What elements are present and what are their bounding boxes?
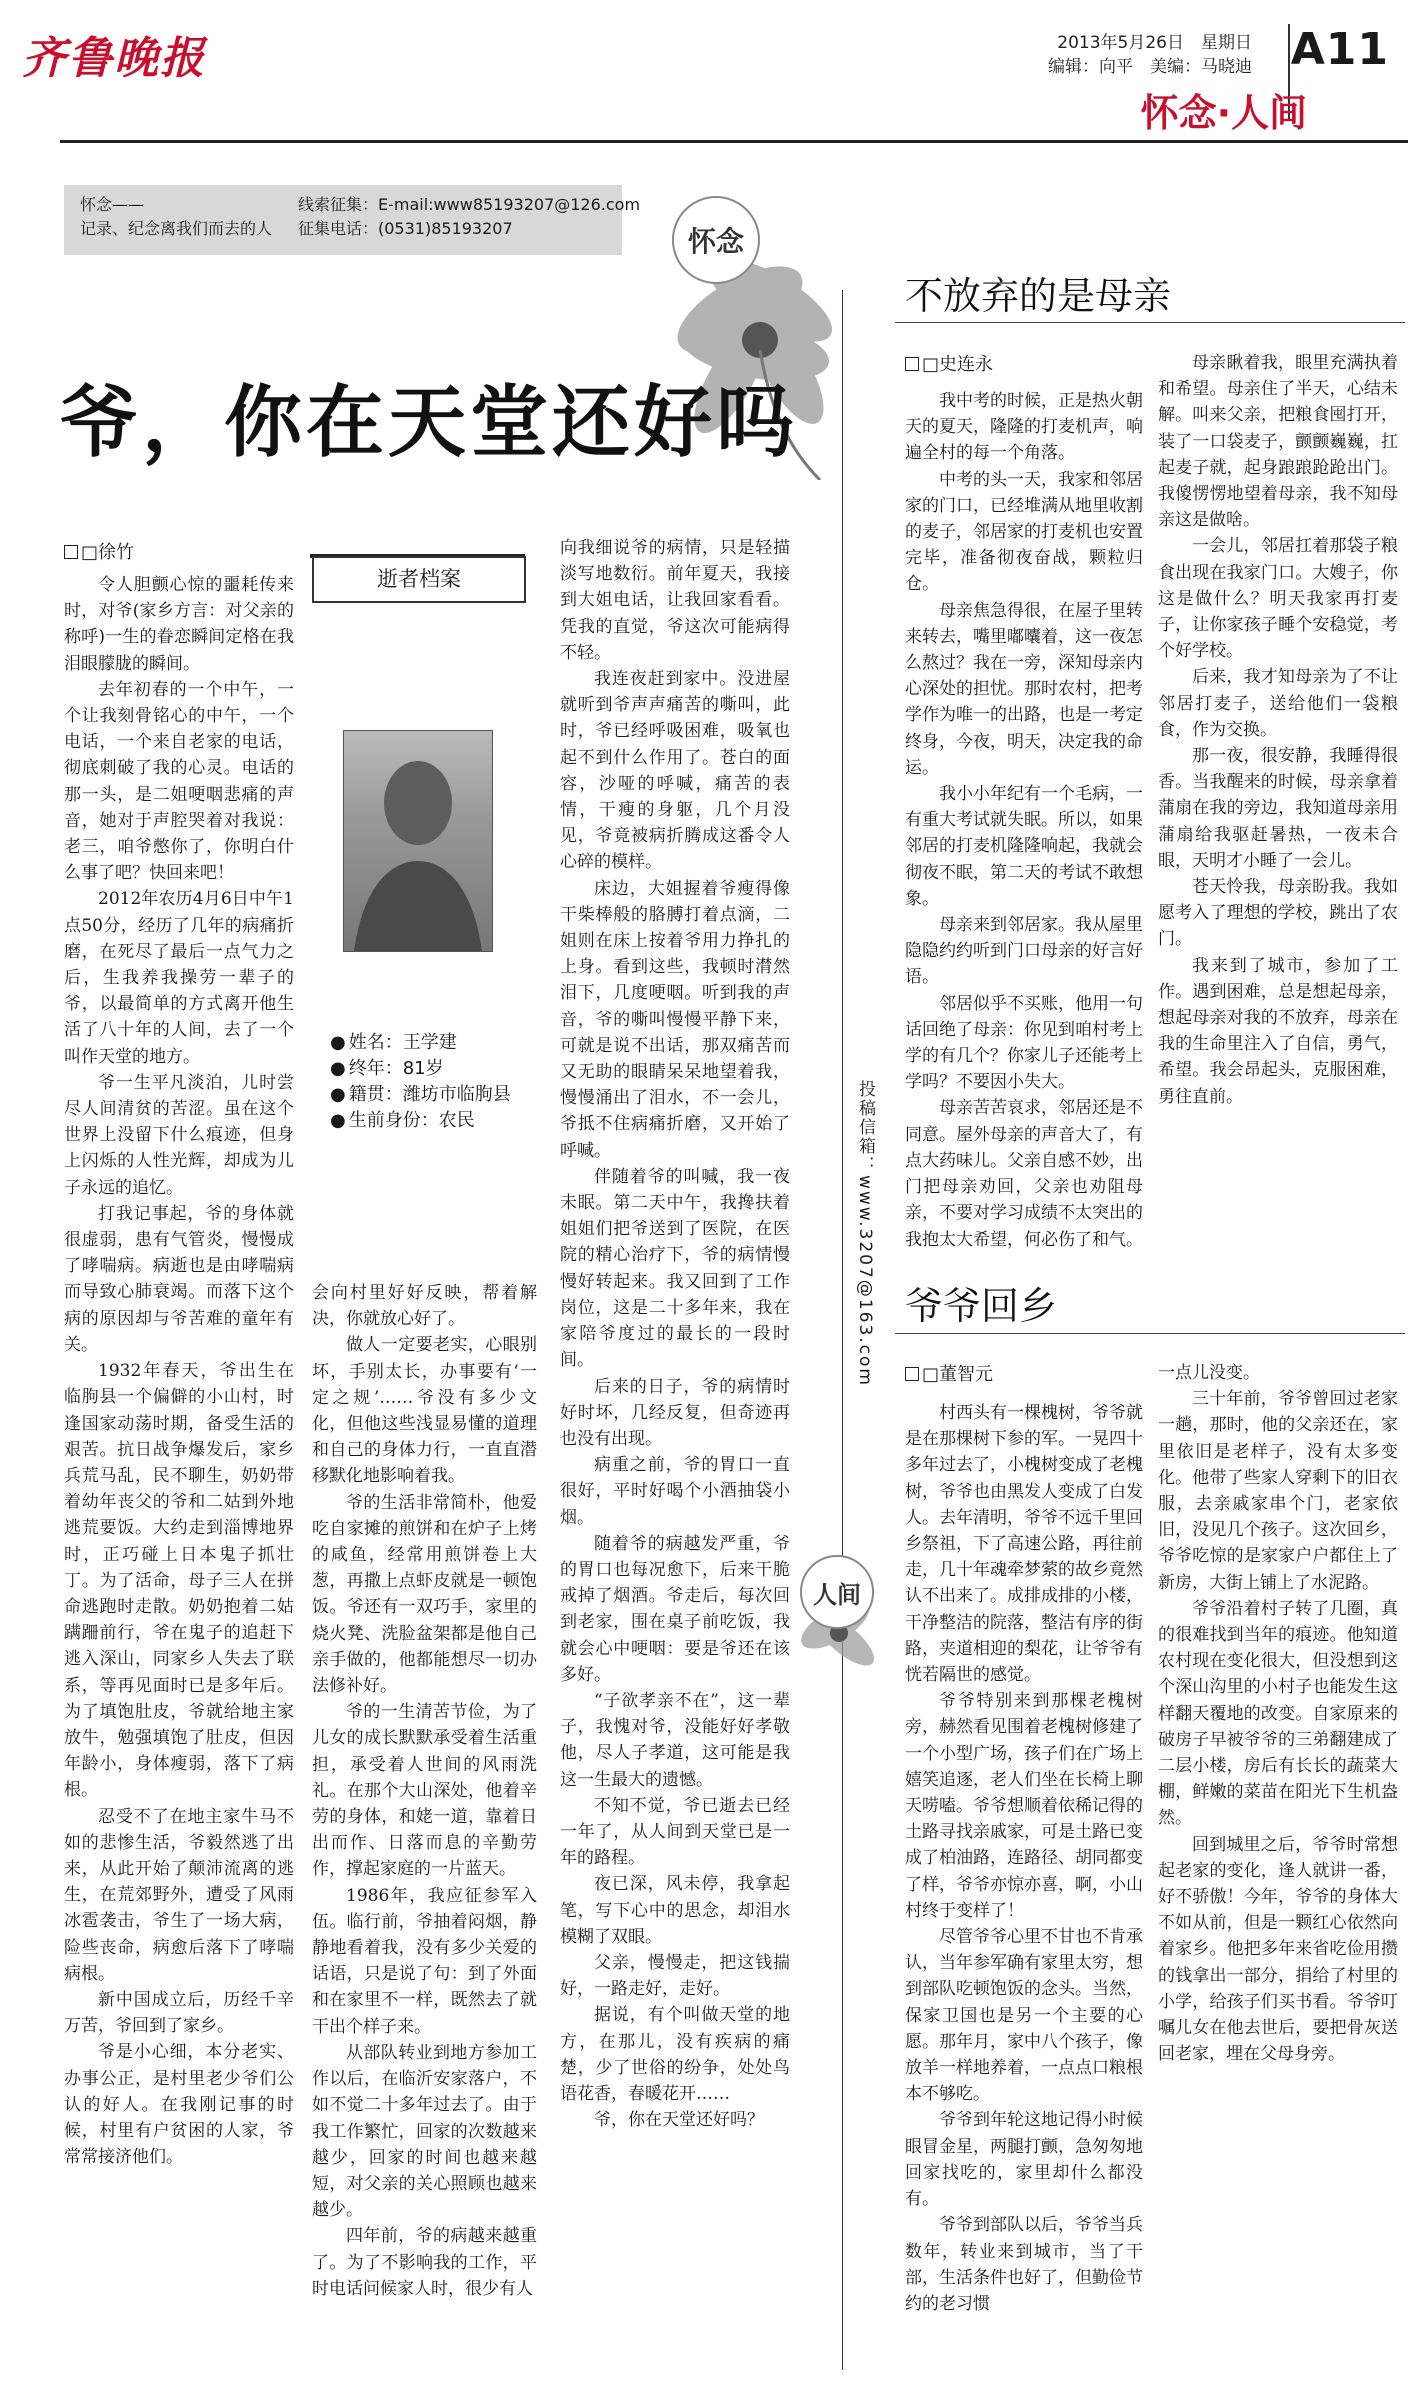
main-article-author: □徐竹 <box>64 538 134 564</box>
paragraph: 忍受不了在地主家牛马不如的悲惨生活，爷毅然逃了出来，从此开始了颠沛流离的逃生，在荒郊野外，遭受了风雨冰雹袭击，爷生了一场大病，险些丧命，病愈后落下了哮喘病根。 <box>64 1806 294 1984</box>
mother-article-col1 <box>905 388 1143 1268</box>
paragraph: 从部队转业到地方参加工作以后，在临沂安家落户，不如不觉二十多年过去了。由于我工作繁忙，回家的次数越来越少，回家的时间也越来越短，对父亲的关心照顾也越来越少。 <box>312 2042 537 2221</box>
paragraph: 爷的一生清苦节俭，为了儿女的成长默默承受着生活重担，承受着人世间的风雨洗礼。在那个大山深处，他着辛劳的身体，和姥一道，靠着日出而作、日落而息的辛勤劳作，撑起家庭的一片蓝天。 <box>312 1702 537 1880</box>
mother-article-col2 <box>1158 350 1398 1268</box>
paragraph: “子欲孝亲不在”，这一辈子，我愧对爷，没能好好孝敬他，尽人子孝道，这可能是我这一生最大的遗憾。 <box>560 1690 790 1790</box>
archive-name: 王学建 <box>402 1032 457 1053</box>
paragraph: 做人一定要老实，心眼别坏，手别太长，办事要有‘一定之规’……爷没有多少文化，但他这些浅显易懂的道理和自己的身体力行，一直直潜移默化地影响着我。 <box>312 1335 537 1487</box>
paragraph: 尽管爷爷心里不甘也不肯承认，当年参军确有家里太穷，想到部队吃顿饱饭的念头。当然，保家卫国也是另一个主要的心愿。那年月，家中八个孩子，像放羊一样地养着，一点点口粮根本不够吃。 <box>905 1927 1143 2105</box>
main-article-col1 <box>64 572 294 2372</box>
archive-name-label: 姓名： <box>348 1032 403 1053</box>
mother-title-rule <box>895 322 1405 323</box>
paragraph: 床边，大姐握着爷瘦得像干柴棒般的胳膊打着点滴，二姐则在床上按着爷用力挣扎的上身。看到这些，我顿时潸然泪下，几度哽咽。听到我的声音，爷的嘶叫慢慢平静下来，可就是说不出话，那双痛苦而又无助的眼睛呆呆地望着我，慢慢涌出了泪水，不一会儿，爷抵不住病痛折磨，又开始了呼喊。 <box>560 878 790 1161</box>
paragraph: 后来的日子，爷的病情时好时坏，几经反复，但奇迹再也没有出现。 <box>560 1376 790 1449</box>
archive-origin-label: 籍贯： <box>348 1084 403 1105</box>
archive-job: 农民 <box>438 1110 475 1131</box>
archive-heading: 逝者档案 <box>312 556 526 603</box>
paragraph: 后来，我才知母亲为了不让邻居打麦子，送给他们一袋粮食，作为交换。 <box>1158 667 1398 740</box>
paragraph: 苍天怜我，母亲盼我。我如愿考入了理想的学校，跳出了农门。 <box>1158 877 1398 950</box>
paragraph: 那一夜，很安静，我睡得很香。当我醒来的时候，母亲拿着蒲扇在我的旁边，我知道母亲用蒲扇给我驱赶暑热，一夜未合眼，天明才小睡了一会儿。 <box>1158 746 1398 871</box>
paragraph: 令人胆颤心惊的噩耗传来时，对爷(家乡方言：对父亲的称呼)一生的眷恋瞬间定格在我泪眼朦胧的瞬间。 <box>64 575 294 674</box>
mother-article-author: □史连永 <box>905 350 993 376</box>
column-divider <box>842 290 843 2370</box>
paragraph: 病重之前，爷的胃口一直很好，平时好喝个小酒抽袋小烟。 <box>560 1455 790 1528</box>
archive-age-label: 终年： <box>348 1058 403 1079</box>
archive-age: 81岁 <box>402 1058 444 1079</box>
paragraph: 母亲瞅着我，眼里充满执着和希望。母亲住了半天，心结未解。叫来父亲，把粮食囤打开，装了一口袋麦子，颤颤巍巍，扛起麦子就，起身踉踉跄跄出门。我傻愣愣地望着母亲，我不知母亲这是做啥。 <box>1158 353 1398 531</box>
paragraph: 爷爷到年轮这地记得小时候眼冒金星，两腿打颤，急匆匆地回家找吃的，家里却什么都没有。 <box>905 2110 1143 2210</box>
paragraph: 新中国成立后，历经千辛万苦，爷回到了家乡。 <box>64 1989 294 2037</box>
paragraph: 母亲苦苦哀求，邻居还是不同意。屋外母亲的声音大了，有点大药味儿。父亲自感不妙，出门把母亲劝回，父亲也劝阻母亲，不要对学习成绩不太突出的我抱太大希望，何必伤了和气。 <box>905 1098 1143 1250</box>
newspaper-logo: 齐鲁晚报 <box>22 33 206 84</box>
paragraph: 我来到了城市，参加了工作。遇到困难，总是想起母亲，想起母亲对我的不放弃，母亲在我的生命里注入了自信，勇气，希望。我会昂起头，克服困难，勇往直前。 <box>1158 955 1398 1107</box>
paragraph: 我小小年纪有一个毛病，一有重大考试就失眠。所以，如果邻居的打麦机隆隆响起，我就会彻夜不眠，第二天的考试不敢想象。 <box>905 784 1143 909</box>
paragraph: 去年初春的一个中午，一个让我刻骨铭心的中午，一个电话，一个来自老家的电话，彻底刺破了我的心灵。电话的那一头，是二姐哽咽悲痛的声音，她对于声腔哭着对我说：老三，咱爷憋你了，你明白什么事了吧？快回来吧！ <box>64 679 294 884</box>
issue-date: 2013年5月26日 星期日 <box>1057 33 1252 53</box>
paragraph: 1932年春天，爷出生在临朐县一个偏僻的小山村，时逢国家动荡时期，备受生活的艰苦。抗日战争爆发后，家乡兵荒马乱，民不聊生，奶奶带着幼年丧父的爷和二姑到外地逃荒要饭。大约走到淄博地界时，正巧碰上日本鬼子抓壮丁。为了活命，母子三人在拼命逃跑时走散。奶奶抱着二姑蹒跚前行，爷在鬼子的追赶下逃入深山，同家乡人失去了联系，等再见面时已是多年后。为了填饱肚皮，爷就给地主家放牛，勉强填饱了肚皮，但因年龄小，身体瘦弱，落下了病根。 <box>64 1361 294 1801</box>
paragraph: 爷的生活非常简朴，他爱吃自家摊的煎饼和在炉子上烤的咸鱼，经常用煎饼卷上大葱，再撒上点虾皮就是一顿饱饭。爷还有一双巧手，家里的烧火凳、洗脸盆架都是他自己亲手做的，他都能想尽一切办法修补好。 <box>312 1492 537 1697</box>
paragraph: 一点儿没变。 <box>1158 1363 1260 1383</box>
page-number: A11 <box>1290 24 1389 75</box>
paragraph: 爷爷沿着村子转了几圈，真的很难找到当年的痕迹。他知道农村现在变化很大，但没想到这个深山沟里的小村子也能发生这样翻天覆地的改变。自家原来的破房子早被爷爷的三弟翻建成了二层小楼，房后有长长的蔬菜大棚，鲜嫩的菜苗在阳光下生机盎然。 <box>1158 1598 1398 1829</box>
grandpa-article-author: □董智元 <box>905 1360 993 1386</box>
renjian-badge: 人间 <box>800 1555 874 1629</box>
paragraph: 爷是小心细，本分老实、办事公正，是村里老少爷们公认的好人。在我刚记事的时候，村里有户贫困的人家，爷常常接济他们。 <box>64 2042 294 2168</box>
paragraph: 打我记事起，爷的身体就很虚弱，患有气管炎，慢慢成了哮喘病。病逝也是由哮喘病而导致心肺衰竭。而落下这个病的原因却与爷苦难的童年有关。 <box>64 1203 294 1355</box>
paragraph: 父亲，慢慢走，把这钱揣好，一路走好，走好。 <box>560 1952 790 2000</box>
paragraph: 爷一生平凡淡泊，儿时尝尽人间清贫的苦涩。虽在这个世界上没留下什么痕迹，但身上闪烁的人性光辉，却成为儿子永远的追忆。 <box>64 1072 294 1198</box>
column-slogan: 记录、纪念离我们而去的人 <box>80 219 273 238</box>
paragraph: 随着爷的病越发严重，爷的胃口也每况愈下，后来干脆戒掉了烟酒。爷走后，每次回到老家，围在桌子前吃饭，我就会心中哽咽：要是爷还在该多好。 <box>560 1533 790 1685</box>
top-rule <box>60 140 1408 143</box>
paragraph: 一会儿，邻居扛着那袋子粮食出现在我家门口。大嫂子，你这是做什么？明天我家再打麦子，让你家孩子睡个安稳觉，考个好学校。 <box>1158 536 1398 662</box>
editor-credits: 编辑：向平 美编：马晓迪 <box>1048 57 1252 77</box>
contact-phone: 征集电话：(0531)85193207 <box>298 219 513 238</box>
contact-email: 线索征集：E-mail:www85193207@126.com <box>298 195 641 214</box>
paragraph: 会向村里好好反映，帮着解决，你就放心好了。 <box>312 1283 537 1330</box>
paragraph: 爷爷到部队以后，爷爷当兵数年，转业来到城市，当了干部，生活条件也好了，但勤俭节约的老习惯 <box>905 2215 1143 2314</box>
archive-info <box>330 1030 511 1134</box>
huainian-badge: 怀念 <box>672 196 760 284</box>
paragraph: 回到城里之后，爷爷时常想起老家的变化，逢人就讲一番，好不骄傲！今年，爷爷的身体大不如从前，但是一颗红心依然向着家乡。他把多年来省吃俭用攒的钱拿出一部分，捐给了村里的小学，给孩子们买书看。爷爷叮嘱儿女在他去世后，要把骨灰送回老家，埋在父母身旁。 <box>1158 1834 1398 2065</box>
paragraph: 向我细说爷的病情，只是轻描淡写地数衍。前年夏天，我接到大姐电话，让我回家看看。凭我的直觉，爷这次可能病得不轻。 <box>560 538 790 663</box>
paragraph: 夜已深，风未停，我拿起笔，写下心中的思念，却泪水模糊了双眼。 <box>560 1874 790 1947</box>
grandpa-title-rule <box>895 1333 1405 1334</box>
grandpa-article-title: 爷爷回乡 <box>905 1284 1058 1328</box>
paragraph: 我中考的时候，正是热火朝天的夏天，隆隆的打麦机声，响遍全村的每一个角落。 <box>905 391 1143 464</box>
section-title: 怀念·人间 <box>1140 91 1307 135</box>
main-article-title: 爷，你在天堂还好吗 <box>60 378 799 468</box>
archive-origin: 潍坊市临朐县 <box>402 1084 511 1105</box>
archive-job-label: 生前身份： <box>348 1110 439 1131</box>
grandpa-article-col2 <box>1158 1360 1398 2370</box>
paragraph: 2012年农历4月6日中午1点50分，经历了几年的病痛折磨，在死尽了最后一点气力之后，生我养我操劳一辈子的爷，以最简单的方式离开他生活了八十年的人间，去了一个叫作天堂的地方。 <box>64 889 294 1067</box>
paragraph: 中考的头一天，我家和邻居家的门口，已经堆满从地里收割的麦子，邻居家的打麦机也安置完毕，准备彻夜奋战，颗粒归仓。 <box>905 469 1143 595</box>
grandpa-article-col1 <box>905 1400 1143 2370</box>
paragraph: 母亲来到邻居家。我从屋里隐隐约约听到门口母亲的好言好语。 <box>905 915 1143 988</box>
deceased-portrait <box>343 730 493 952</box>
paragraph: 1986年，我应征参军入伍。临行前，爷抽着闷烟，静静地看着我，没有多少关爱的话语，只是说了句：到了外面和在家里不一样，既然去了就干出个样子来。 <box>312 1885 537 2037</box>
paragraph: 据说，有个叫做天堂的地方，在那儿，没有疾病的痛楚，少了世俗的纷争，处处鸟语花香，春暖花开…… <box>560 2005 790 2104</box>
paragraph: 母亲焦急得很，在屋子里转来转去，嘴里嘟囔着，这一夜怎么熬过？我在一旁，深知母亲内心深处的担忧。那时农村，把考学作为唯一的出路，也是一考定终身，今夜，明天，决定我的命运。 <box>905 600 1143 778</box>
paragraph: 四年前，爷的病越来越重了。为了不影响我的工作，平时电话问候家人时，很少有人 <box>312 2226 537 2299</box>
main-article-col3 <box>560 535 790 2372</box>
column-label: 怀念—— <box>80 195 145 214</box>
paragraph: 邻居似乎不买账，他用一句话回绝了母亲：你见到咱村考上学的有几个？你家儿子还能考上学吗？不要因小失大。 <box>905 993 1143 1093</box>
paragraph: 三十年前，爷爷曾回过老家一趟，那时，他的父亲还在，家里依旧是老样子，没有太多变化。他带了些家人穿剩下的旧衣服，去亲戚家串个门，老家依旧，没见几个孩子。这次回乡，爷爷吃惊的是家家户户都住上了新房，大街上铺上了水泥路。 <box>1158 1389 1398 1593</box>
paragraph: 伴随着爷的叫喊，我一夜未眠。第二天中午，我搀扶着姐姐们把爷送到了医院，在医院的精心治疗下，爷的病情慢慢好转起来。我又回到了工作岗位，这是二十多年来，我在家陪爷度过的最长的一段时间。 <box>560 1166 790 1371</box>
paragraph: 爷爷特别来到那棵老槐树旁，赫然看见围着老槐树修建了一个小型广场，孩子们在广场上嬉笑追逐，老人们坐在长椅上聊天唠嗑。爷爷想顺着依稀记得的土路寻找亲戚家，可是土路已变成了柏油路，连路径、胡同都变了样，爷爷亦惊亦喜，啊，小山村终于变样了！ <box>905 1691 1143 1921</box>
main-article-col2 <box>312 1280 537 2372</box>
paragraph: 我连夜赶到家中。没进屋就听到爷声声痛苦的嘶叫，此时，爷已经呼吸困难，吸氧也起不到什么作用了。苍白的面容，沙哑的呼喊，痛苦的表情，干瘦的身躯，几个月没见，爷竟被病折腾成这番令人心碎的模样。 <box>560 669 790 873</box>
paragraph: 爷，你在天堂还好吗？ <box>594 2110 764 2131</box>
submission-email: 投稿信箱：www.3207@163.com <box>855 1080 875 1387</box>
mother-article-title: 不放弃的是母亲 <box>905 274 1172 318</box>
paragraph: 村西头有一棵槐树，爷爷就是在那棵树下参的军。一晃四十多年过去了，小槐树变成了老槐树，爷爷也由黑发人变成了白发人。去年清明，爷爷不远千里回乡祭祖，下了高速公路，再往前走，几十年魂牵梦萦的故乡竟然认不出来了。成排成排的小楼，干净整洁的院落，整洁有序的街路，夹道相迎的梨花，让爷爷有恍若隔世的感觉。 <box>905 1403 1143 1686</box>
paragraph: 不知不觉，爷已逝去已经一年了，从人间到天堂已是一年的路程。 <box>560 1795 790 1869</box>
